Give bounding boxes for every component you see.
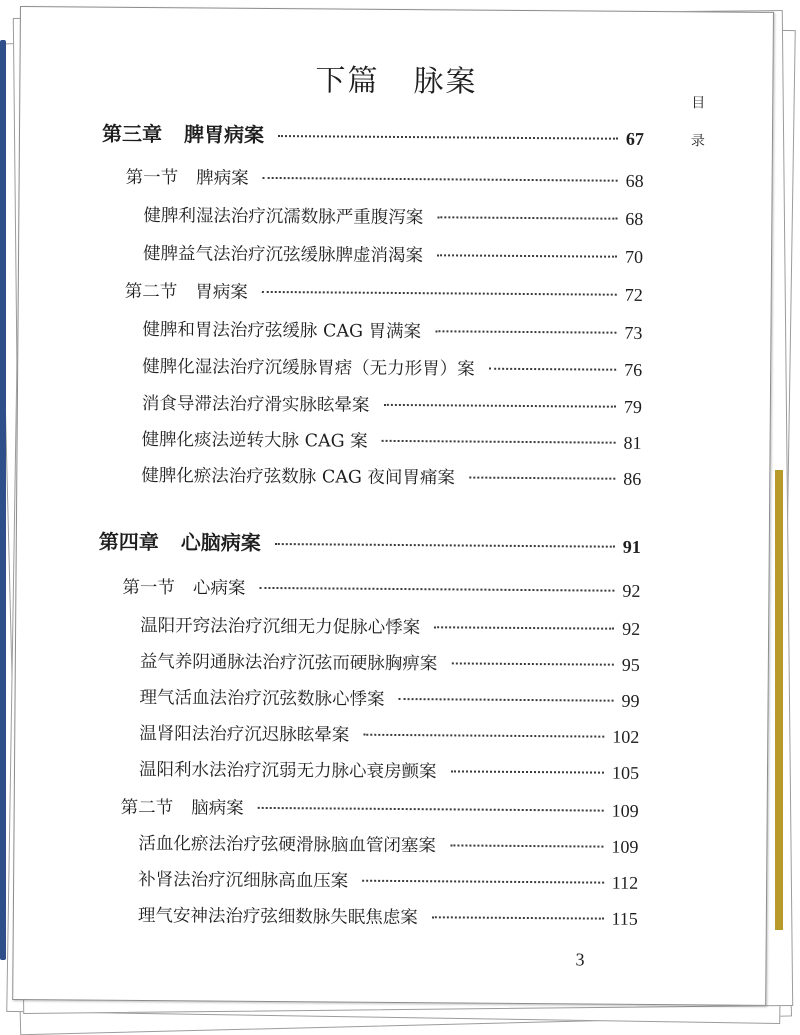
entry-label xyxy=(99,526,261,556)
dot-leader xyxy=(432,916,604,919)
entry-page-number: 92 xyxy=(622,618,641,639)
entry-title: 健脾和胃法治疗弦缓脉 CAG 胃满案 xyxy=(142,319,422,343)
dot-leader xyxy=(259,587,614,592)
entry-title: 健脾益气法治疗沉弦缓脉脾虚消渴案 xyxy=(142,243,424,267)
entry-title: 消食导滞法治疗滑实脉眩晕案 xyxy=(141,393,370,416)
entry-title: 健脾化湿法治疗沉缓脉胃痞（无力形胃）案 xyxy=(142,356,475,380)
section-number: 第二节 xyxy=(120,797,174,819)
cover-edge-blue xyxy=(0,40,6,960)
entry-title: 心病案 xyxy=(192,578,246,599)
dot-leader xyxy=(450,844,604,847)
entry-title: 温阳利水法治疗沉弱无力脉心衰房颤案 xyxy=(138,759,437,783)
toc-entry xyxy=(142,426,642,455)
dot-leader xyxy=(399,698,614,702)
dot-leader xyxy=(383,404,616,408)
toc-entry xyxy=(140,648,640,677)
toc-entry xyxy=(143,240,643,269)
title-part: 下篇 xyxy=(315,63,380,99)
entry-title: 补肾法治疗沉细脉高血压案 xyxy=(138,869,349,892)
entry-label xyxy=(142,316,421,343)
side-label-char-2: 录 xyxy=(690,133,706,150)
entry-label xyxy=(142,390,370,417)
entry-page-number: 70 xyxy=(624,246,644,267)
entry-label xyxy=(139,684,384,711)
entry-title: 健脾化瘀法治疗弦数脉 CAG 夜间胃痛案 xyxy=(141,465,456,489)
toc-entry xyxy=(139,684,639,713)
entry-title: 温肾阳法治疗沉迟脉眩晕案 xyxy=(139,723,350,746)
entry-title: 健脾利湿法治疗沉濡数脉严重腹泻案 xyxy=(143,205,424,229)
toc-section xyxy=(126,164,644,193)
side-label-char-1: 目 xyxy=(691,95,706,112)
entry-label xyxy=(102,118,264,148)
entry-label xyxy=(139,720,349,747)
entry-label xyxy=(138,830,436,857)
entry-page-number: 109 xyxy=(611,836,639,857)
entry-page-number: 92 xyxy=(622,580,641,601)
toc-section xyxy=(122,574,640,603)
toc-entry xyxy=(139,720,639,749)
page-title xyxy=(20,53,772,103)
entry-title: 理气活血法治疗沉弦数脉心悸案 xyxy=(139,687,385,710)
dot-leader xyxy=(435,330,616,333)
entry-page-number: 102 xyxy=(612,726,640,747)
page-number: 3 xyxy=(575,949,585,970)
toc-page xyxy=(12,6,774,1006)
dot-leader xyxy=(451,662,614,665)
entry-label xyxy=(143,240,423,267)
entry-label xyxy=(142,426,368,453)
entry-page-number: 76 xyxy=(624,359,643,380)
dot-leader xyxy=(450,770,604,773)
dot-leader xyxy=(437,216,617,219)
entry-title: 胃病案 xyxy=(195,282,248,303)
entry-title: 脾病案 xyxy=(196,168,249,189)
entry-label xyxy=(122,574,245,600)
dot-leader xyxy=(263,177,618,182)
entry-page-number: 72 xyxy=(624,284,643,305)
entry-page-number: 112 xyxy=(611,872,639,893)
chapter-number: 第四章 xyxy=(98,529,159,555)
entry-title: 心脑病案 xyxy=(180,530,261,555)
entry-label xyxy=(140,648,438,675)
section-number: 第二节 xyxy=(124,281,178,303)
entry-title: 活血化瘀法治疗弦硬滑脉脑血管闭塞案 xyxy=(138,833,436,857)
dot-leader xyxy=(382,440,616,444)
entry-label xyxy=(138,902,418,929)
dot-leader xyxy=(278,135,618,140)
section-number: 第一节 xyxy=(122,577,176,599)
entry-title: 温阳开窍法治疗沉细无力促脉心悸案 xyxy=(140,615,421,639)
entry-page-number: 67 xyxy=(625,128,645,149)
entry-page-number: 79 xyxy=(623,396,642,417)
entry-page-number: 105 xyxy=(611,762,640,783)
entry-label xyxy=(121,794,244,820)
chapter-number: 第三章 xyxy=(101,121,163,147)
toc-entry xyxy=(138,902,638,931)
toc-chapter xyxy=(99,526,641,559)
toc-entry xyxy=(142,353,642,382)
entry-page-number: 68 xyxy=(625,170,644,191)
entry-title: 脾胃病案 xyxy=(183,122,265,147)
entry-page-number: 81 xyxy=(623,432,642,453)
entry-label xyxy=(126,164,249,190)
cover-edge-gold xyxy=(775,470,783,930)
dot-leader xyxy=(469,477,615,480)
entry-page-number: 95 xyxy=(621,654,640,675)
entry-label xyxy=(138,866,348,893)
entry-label xyxy=(125,278,248,304)
toc-entry xyxy=(142,316,642,345)
entry-title: 理气安神法治疗弦细数脉失眠焦虑案 xyxy=(137,905,418,929)
toc-entry xyxy=(140,612,640,641)
toc-entry xyxy=(142,390,642,419)
entry-page-number: 68 xyxy=(625,208,644,229)
side-label xyxy=(688,84,709,160)
dot-leader xyxy=(362,880,604,884)
dot-leader xyxy=(437,254,617,257)
toc-section xyxy=(121,794,639,823)
dot-leader xyxy=(262,291,617,296)
entry-label xyxy=(142,353,475,381)
dot-leader xyxy=(275,543,615,548)
entry-label xyxy=(143,202,423,229)
entry-label xyxy=(140,612,420,639)
entry-title: 益气养阴通脉法治疗沉弦而硬脉胸痹案 xyxy=(139,651,438,675)
section-number: 第一节 xyxy=(125,167,179,189)
toc-entry xyxy=(143,202,643,231)
entry-page-number: 99 xyxy=(621,690,640,711)
entry-page-number: 91 xyxy=(622,536,641,557)
toc-chapter xyxy=(102,118,644,151)
entry-page-number: 115 xyxy=(611,908,638,929)
toc-entry xyxy=(139,756,639,785)
dot-leader xyxy=(363,734,604,738)
entry-page-number: 86 xyxy=(623,468,642,489)
entry-page-number: 73 xyxy=(624,322,643,343)
entry-page-number: 109 xyxy=(611,800,639,821)
toc-entry xyxy=(138,830,638,859)
dot-leader xyxy=(489,368,617,371)
toc-entry xyxy=(138,866,638,895)
entry-title: 脑病案 xyxy=(191,798,244,819)
dot-leader xyxy=(434,626,614,629)
toc-section xyxy=(125,278,643,307)
entry-label xyxy=(141,462,455,489)
title-name: 脉案 xyxy=(413,64,478,100)
dot-leader xyxy=(258,807,604,812)
entry-title: 健脾化痰法逆转大脉 CAG 案 xyxy=(141,429,368,452)
entry-label xyxy=(139,756,437,783)
toc-entry xyxy=(141,462,641,491)
